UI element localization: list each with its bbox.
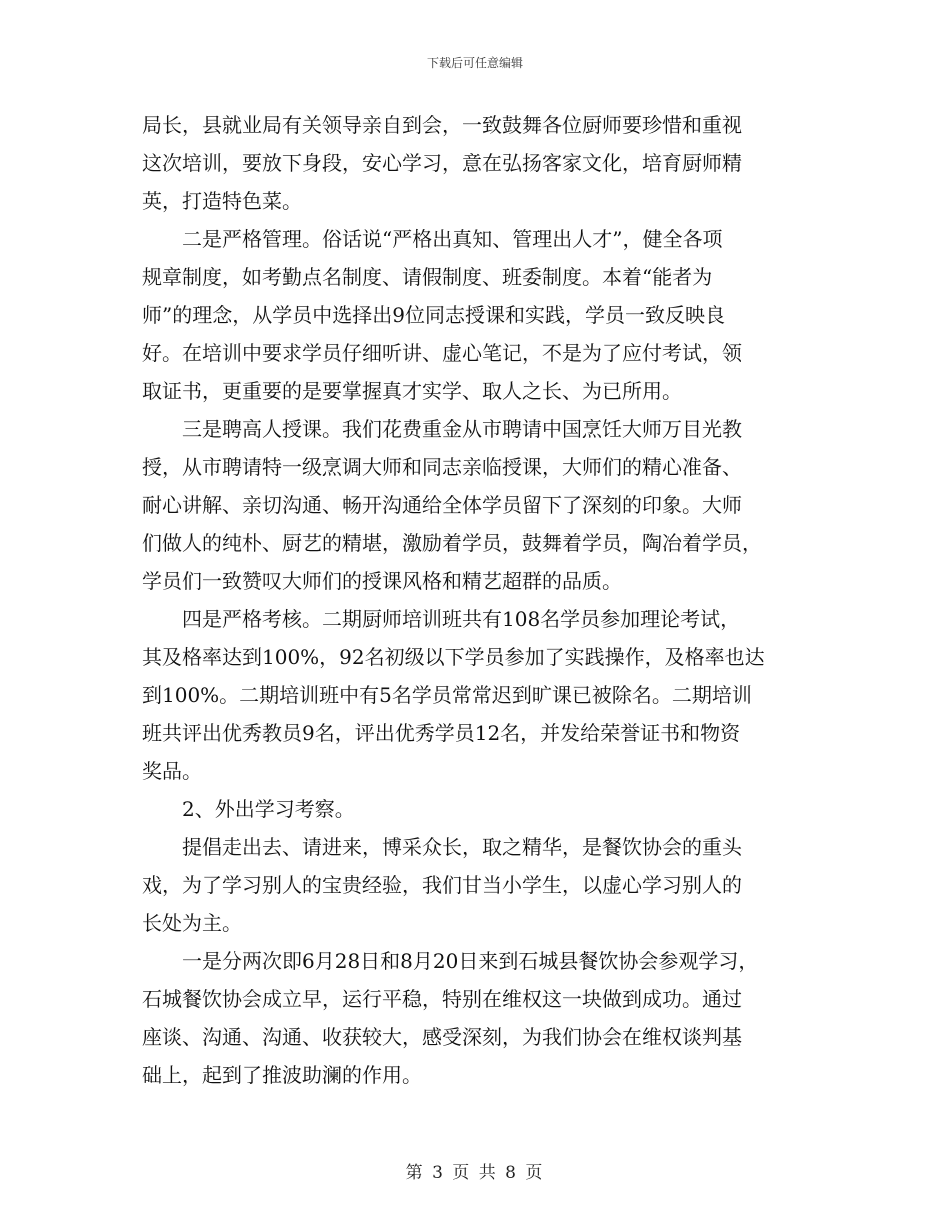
page-header: 下载后可任意编辑 — [426, 56, 523, 70]
text-line: 长处为主。 — [142, 911, 242, 935]
text-line: 学员们一致赞叹大师们的授课风格和精艺超群的品质。 — [142, 569, 622, 593]
text-line: 提倡走出去、请进来，博采众长，取之精华，是餐饮协会的重头 — [142, 835, 742, 859]
text-line: 好。在培训中要求学员仔细听讲、虚心笔记，不是为了应付考试，领 — [142, 341, 742, 365]
text-line: 戏，为了学习别人的宝贵经验，我们甘当小学生，以虚心学习别人的 — [142, 873, 742, 897]
text-line: 石城餐饮协会成立早，运行平稳，特别在维权这一块做到成功。通过 — [142, 987, 742, 1011]
text-line: 规章制度，如考勤点名制度、请假制度、班委制度。本着“能者为 — [142, 265, 713, 289]
text-line: 取证书，更重要的是要掌握真才实学、取人之长、为已所用。 — [142, 379, 682, 403]
text-line: 英，打造特色菜。 — [142, 189, 302, 213]
text-line: 二是严格管理。俗话说“严格出真知、管理出人才”，健全各项 — [142, 227, 723, 251]
text-line: 这次培训，要放下身段，安心学习，意在弘扬客家文化，培育厨师精 — [142, 151, 742, 175]
text-line: 班共评出优秀教员9名，评出优秀学员12名，并发给荣誉证书和物资 — [142, 721, 741, 745]
text-line: 三是聘高人授课。我们花费重金从市聘请中国烹饪大师万目光教 — [142, 417, 742, 441]
text-line: 2、外出学习考察。 — [142, 797, 355, 821]
text-line: 座谈、沟通、沟通、收获较大，感受深刻，为我们协会在维权谈判基 — [142, 1025, 742, 1049]
text-line: 奖品。 — [142, 759, 202, 783]
text-line: 到100%。二期培训班中有5名学员常常迟到旷课已被除名。二期培训 — [142, 683, 752, 707]
text-line: 一是分两次即6月28日和8月20日来到石城县餐饮协会参观学习， — [142, 949, 759, 973]
document-body — [142, 106, 822, 1094]
text-line: 授，从市聘请特一级烹调大师和同志亲临授课，大师们的精心准备、 — [142, 455, 742, 479]
text-line: 师”的理念，从学员中选择出9位同志授课和实践，学员一致反映良 — [142, 303, 725, 327]
text-line: 耐心讲解、亲切沟通、畅开沟通给全体学员留下了深刻的印象。大师 — [142, 493, 742, 517]
text-line: 其及格率达到100%，92名初级以下学员参加了实践操作，及格率也达 — [142, 645, 765, 669]
text-line: 们做人的纯朴、厨艺的精堪，激励着学员，鼓舞着学员，陶冶着学员， — [142, 531, 762, 555]
page-footer: 第 3 页 共 8 页 — [405, 1163, 545, 1183]
text-line: 四是严格考核。二期厨师培训班共有108名学员参加理论考试， — [142, 607, 741, 631]
text-line: 局长，县就业局有关领导亲自到会，一致鼓舞各位厨师要珍惜和重视 — [142, 113, 742, 137]
text-line: 础上，起到了推波助澜的作用。 — [142, 1063, 422, 1087]
